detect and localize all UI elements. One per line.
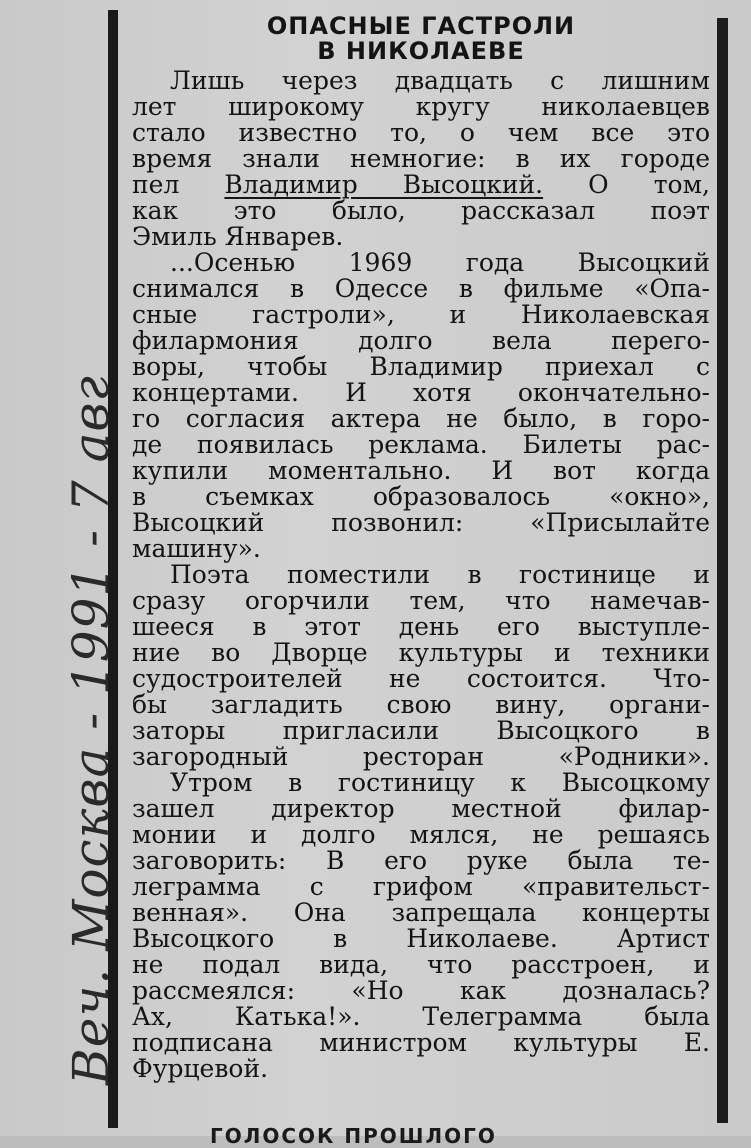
text-line: сные гастроли», и Николаевская	[132, 300, 710, 329]
text-line: Высоцкий позвонил: «Присылайте	[132, 508, 710, 537]
underlined-name: Владимир Высоцкий.	[224, 170, 544, 199]
text-line: бы загладить свою вину, органи-	[132, 690, 710, 719]
text-line: время знали немногие: в их городе	[132, 144, 710, 173]
text-line: воры, чтобы Владимир приехал с	[132, 352, 710, 381]
text-line: Поэта поместили в гостинице и	[170, 560, 710, 589]
text-line: рассмеялся: «Но как дозналась?	[132, 976, 710, 1005]
text-line: ние во Дворце культуры и техники	[132, 638, 710, 667]
paragraph-2	[132, 250, 710, 562]
text-line: Эмиль Январев.	[132, 222, 344, 251]
article	[132, 14, 710, 1082]
text-line: не подал вида, что расстроен, и	[132, 950, 710, 979]
text-line: де появилась реклама. Билеты рас-	[132, 430, 710, 459]
text-line: монии и долго мялся, не решаясь	[132, 820, 710, 849]
text-line: венная». Она запрещала концерты	[132, 898, 710, 927]
text-line: заговорить: В его руке была те-	[132, 846, 710, 875]
text-line: в съемках образовалось «окно»,	[132, 482, 710, 511]
text-line: го согласия актера не было, в горо-	[132, 404, 710, 433]
handwritten-source-note: Веч. Москва - 1991 - 7 авг	[62, 375, 120, 1085]
text-line: сразу огорчили тем, что намечав-	[132, 586, 710, 615]
text-line: стало известно то, о чем все это	[132, 118, 710, 147]
text-line: концертами. И хотя окончательно-	[132, 378, 710, 407]
paragraph-1	[132, 68, 710, 250]
text-line: Высоцкого в Николаеве. Артист	[132, 924, 710, 953]
text-line: Фурцевой.	[132, 1054, 269, 1083]
article-headline	[132, 14, 710, 64]
headline-line-2: В НИКОЛАЕВЕ	[317, 37, 525, 65]
text-line: леграмма с грифом «правительст-	[132, 872, 710, 901]
text-line: загородный ресторан «Родники».	[132, 742, 710, 771]
text-line: машину».	[132, 534, 261, 563]
text-line: купили моментально. И вот когда	[132, 456, 710, 485]
text-line: лет широкому кругу николаевцев	[132, 92, 710, 121]
text-line: заторы пригласили Высоцкого в	[132, 716, 710, 745]
text-line: Лишь через двадцать с лишним	[170, 66, 710, 95]
text-line: ...Осенью 1969 года Высоцкий	[170, 248, 710, 277]
text-line: Ах, Катька!». Телеграмма была	[132, 1002, 710, 1031]
paragraph-4	[132, 770, 710, 1082]
right-column-rule	[717, 18, 728, 1123]
text-line: Утром в гостиницу к Высоцкому	[170, 768, 710, 797]
text-line: снимался в Одессе в фильме «Опа-	[132, 274, 710, 303]
headline-line-1: ОПАСНЫЕ ГАСТРОЛИ	[266, 12, 576, 40]
text-line: зашел директор местной филар-	[132, 794, 710, 823]
text-line: судостроителей не состоится. Что-	[132, 664, 710, 693]
text-line: филармония долго вела перего-	[132, 326, 710, 355]
text-line: шееся в этот день его выступле-	[132, 612, 710, 641]
next-article-heading-cut: ГОЛОСОК ПРОШЛОГО	[210, 1124, 497, 1148]
text-line: подписана министром культуры Е.	[132, 1028, 710, 1057]
paragraph-3	[132, 562, 710, 770]
text-line-with-name: пел Владимир Высоцкий. О том,	[132, 170, 710, 199]
text-line: как это было, рассказал поэт	[132, 196, 710, 225]
